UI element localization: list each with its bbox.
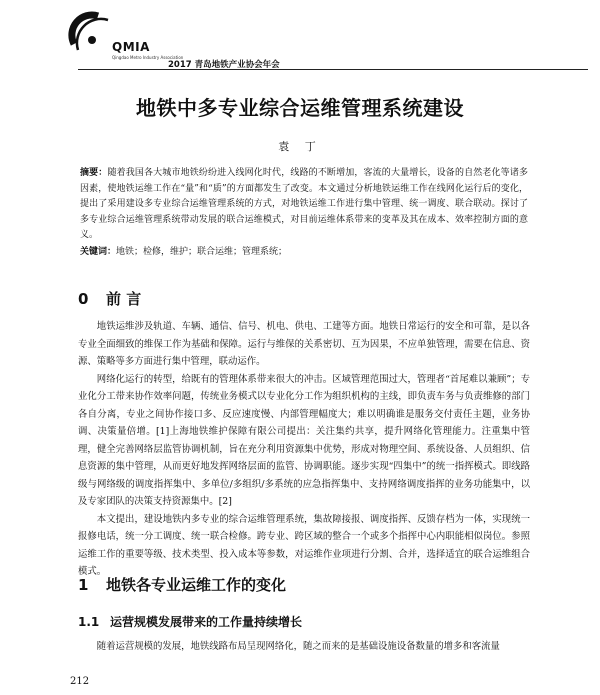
section-number: 0 [78, 290, 89, 308]
section-heading-intro [78, 288, 141, 309]
logo-arc-icon [68, 10, 114, 56]
page-number: 212 [70, 676, 90, 687]
abstract [80, 166, 528, 244]
keywords-text: 地铁；检修，维护；联合运维；管理系统； [116, 247, 288, 257]
paper-title: 地铁中多专业综合运维管理系统建设 [136, 96, 464, 120]
qmia-logo [68, 10, 184, 62]
keywords-label: 关键词： [80, 247, 117, 257]
section-title: 地铁各专业运维工作的变化 [106, 576, 287, 594]
logo-subtitle: Qingdao Metro Industry Association [112, 55, 184, 60]
section1-body [78, 638, 530, 656]
page-header [68, 10, 538, 68]
subsection-number: 1.1 [78, 615, 100, 629]
paper-author: 袁 丁 [278, 140, 322, 153]
subsection-heading-1-1 [78, 613, 302, 630]
section1-paragraph: 随着运营规模的发展，地铁线路布局呈现网络化，随之而来的是基础设施设备数量的增多和客流量 [96, 641, 500, 652]
section-number: 1 [78, 576, 89, 594]
abstract-text: 随着我国各大城市地铁纷纷进入线网化时代，线路的不断增加，客流的大量增长，设备的自然老化等诸多因素，使地铁运维工作在“量”和“质”的方面都发生了改变。本文通过分析地铁运维工作在线网化运行后的变化，提出了采用建设多专业综合运维管理系统的方式，对地铁运维工作进行集中管理、统一调度、联合联动。探讨了多专业综合运维管理系统带动发展的联合运维模式，对目前运维体系带来的变革及其在成本、效率控制方面的意义。 [80, 168, 528, 240]
section-title: 前 言 [106, 290, 142, 308]
keywords [80, 244, 528, 257]
intro-body [78, 318, 530, 581]
intro-paragraph: 地铁运维涉及轨道、车辆、通信、信号、机电、供电、工建等方面。地铁日常运行的安全和可靠，是以各专业全面细致的维保工作为基础和保障。运行与维保的关系密切、互为因果，不应单独管理，需要在信息、资源、策略等多方面进行集中管理，联动运作。 [78, 321, 530, 367]
logo-text: QMIA [112, 40, 150, 54]
abstract-label: 摘要： [80, 168, 108, 178]
intro-paragraph: 网络化运行的转型，给既有的管理体系带来很大的冲击。区域管理范围过大，管理者“首尾难以兼顾”；专业化分工带来协作效率问题，传统业务模式以专业化分工作为组织机构的主线，即负责车务与负责维修的部门各自分离，专业之间协作接口多、反应速度慢、内部管理幅度大；难以明确谁是服务交付责任主题，业务协调、决策量倍增。[1]上海地铁维护保障有限公司提出：关注集约共享，提升网络化管理能力。注重集中管理，健全完善网络层监管协调机制，旨在充分利用资源集中优势，形成对物理空间、系统设备、人员组织、信息资源的集中管理，从而更好地发挥网络层面的监管、协调职能。逐步实现“四集中”的统一指挥模式。即线路级与网络级的调度指挥集中、多单位/多组织/多系统的应急指挥集中、支持网络调度指挥的业务功能集中，以及专家团队的决策支持资源集中。[2] [78, 373, 530, 507]
conference-name: 2017 青岛地铁产业协会年会 [168, 60, 280, 70]
subsection-title: 运营规模发展带来的工作量持续增长 [110, 615, 303, 629]
header-rule [78, 69, 588, 70]
section-heading-1 [78, 574, 286, 595]
intro-paragraph: 本文提出，建设地铁内多专业的综合运维管理系统，集故障接报、调度指挥、反馈存档为一体，实现统一报修电话，统一分工调度、统一联合检修。跨专业、跨区域的整合一个或多个指挥中心内职能相似岗位。参照运维工作的重要等级、技术类型、投入成本等参数，对运维作业项进行分割、合并，选择适宜的联合运维组合模式。 [78, 513, 530, 577]
